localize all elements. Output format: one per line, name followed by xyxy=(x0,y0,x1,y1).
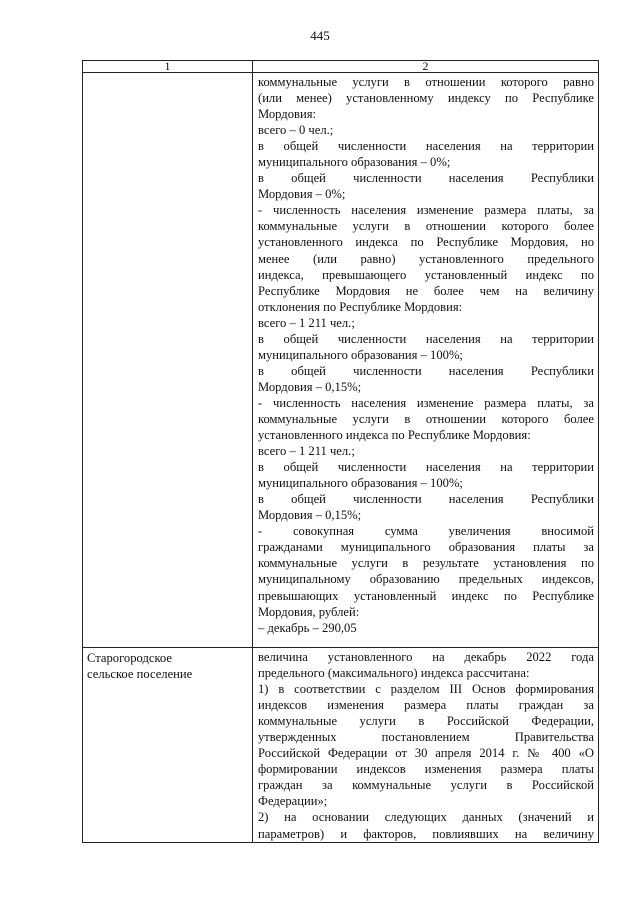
text-line: в общей численности населения на территории xyxy=(258,139,594,154)
municipality-name-cell xyxy=(83,73,253,648)
text-line: коммунальные услуги в отношении которого более xyxy=(258,219,594,234)
text-line: - численность населения изменение размера платы, за xyxy=(258,203,594,218)
text-line: - совокупная сумма увеличения вносимой xyxy=(258,524,594,539)
text-line: Мордовия: xyxy=(258,107,316,122)
municipality-name xyxy=(83,648,252,682)
text-line: величина установленного на декабрь 2022 года xyxy=(258,650,594,664)
text-line: всего – 1 211 чел.; xyxy=(258,444,355,459)
text-line: установленного индекса по Республике Мордовия, но xyxy=(258,235,594,250)
municipality-name-cell xyxy=(83,648,253,843)
text-line: 2) на основании следующих данных (значений и xyxy=(258,810,594,825)
text-line: – декабрь – 290,05 xyxy=(258,620,357,635)
text-line: всего – 0 чел.; xyxy=(258,123,334,138)
text-line: в общей численности населения Республики xyxy=(258,363,594,378)
text-line: в общей численности населения на территории xyxy=(258,460,594,475)
text-line: индексов изменения размера платы граждан за xyxy=(258,698,594,713)
text-line: Мордовия – 0,15%; xyxy=(258,508,362,523)
text-line: утвержденных постановлением Правительства xyxy=(258,730,594,745)
text-line: установленного индекса по Республике Мордовия: xyxy=(258,428,531,443)
text-line: формировании индексов изменения размера платы xyxy=(258,762,594,777)
column-header-2: 2 xyxy=(253,61,599,73)
text-line: муниципального образования – 100%; xyxy=(258,347,463,362)
text-line: - численность населения изменение размера платы, за xyxy=(258,395,594,410)
text-line: в общей численности населения на территории xyxy=(258,331,594,346)
text-line: отклонения по Республике Мордовия: xyxy=(258,299,463,314)
text-line: 1) в соответствии с разделом III Основ формирования xyxy=(258,682,594,697)
municipality-name-line: сельское поселение xyxy=(87,667,193,681)
text-line: Республике Мордовия не более чем на величину xyxy=(258,283,594,298)
text-line: гражданами муниципального образования платы за xyxy=(258,540,594,555)
page-number: 445 xyxy=(310,28,330,43)
text-line: коммунальные услуги в результате установления по xyxy=(258,556,594,571)
text-line: превышающих установленный индекс по Республике xyxy=(258,588,594,603)
table-row xyxy=(83,648,599,843)
text-line: Федерации»; xyxy=(258,794,328,809)
text-line: коммунальные услуги в отношении которого более xyxy=(258,411,594,426)
column-header-1: 1 xyxy=(83,61,253,73)
index-description-cell xyxy=(253,648,599,843)
text-line: индекса, превышающего установленный индекс по xyxy=(258,267,594,282)
table-row xyxy=(83,73,599,648)
index-description-cell xyxy=(253,73,599,648)
text-line: муниципального образования – 0%; xyxy=(258,155,451,170)
text-line: муниципального образования – 100%; xyxy=(258,476,463,491)
text-line: коммунальные услуги в отношении которого равно xyxy=(258,75,594,89)
text-line: Мордовия – 0%; xyxy=(258,187,346,202)
text-line: параметров) и факторов, повлиявших на величину xyxy=(258,826,594,841)
text-line: всего – 1 211 чел.; xyxy=(258,315,355,330)
text-line: (или менее) установленному индексу по Республике xyxy=(258,91,594,106)
text-line: граждан за коммунальные услуги в Российской xyxy=(258,778,594,793)
text-line: предельного (максимального) индекса рассчитана: xyxy=(258,666,530,681)
text-line: муниципальному образованию предельных индексов, xyxy=(258,572,594,587)
municipal-index-table xyxy=(82,60,599,843)
municipality-name xyxy=(83,73,252,75)
text-line: менее (или равно) установленного предельного xyxy=(258,251,594,266)
text-line: в общей численности населения Республики xyxy=(258,171,594,186)
index-description xyxy=(253,648,598,842)
text-line: Мордовия, рублей: xyxy=(258,604,360,619)
index-description xyxy=(253,73,598,636)
text-line: коммунальные услуги в Российской Федерации, xyxy=(258,714,594,729)
text-line: в общей численности населения Республики xyxy=(258,492,594,507)
text-line: Мордовия – 0,15%; xyxy=(258,379,362,394)
table-header-row xyxy=(83,61,599,73)
municipality-name-line: Старогородское xyxy=(87,651,172,665)
text-line: Российской Федерации от 30 апреля 2014 г. № 400 «О xyxy=(258,746,594,761)
